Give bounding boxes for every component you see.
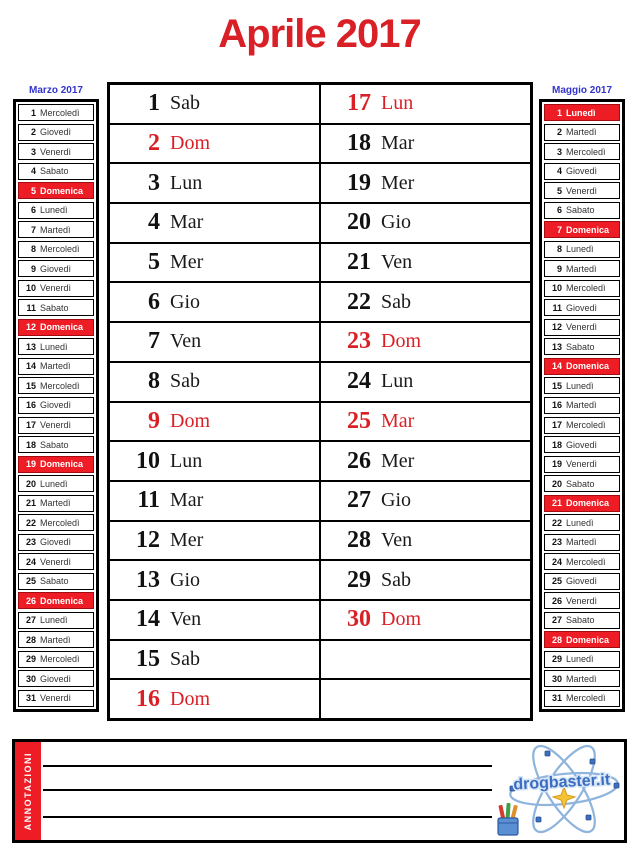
day-number: 2 [556,127,562,138]
main-day-cell [321,482,530,522]
main-day-cell [321,363,530,403]
day-name: Giovedì [566,439,598,450]
day-number: 20 [551,478,562,489]
side-day-row [18,612,94,629]
day-number: 28 [25,634,36,645]
day-name: Giovedì [566,302,598,313]
day-abbreviation: Gio [170,290,200,313]
day-abbreviation: Dom [170,409,210,432]
side-day-row [18,534,94,551]
day-number: 4 [30,166,36,177]
day-abbreviation: Gio [381,489,411,512]
day-name: Venerdì [566,322,598,333]
day-name: Venerdì [566,459,598,470]
empty-cell [321,641,530,681]
main-day-cell [110,164,319,204]
day-number: 8 [148,368,160,395]
day-name: Mercoledì [566,556,606,567]
annotation-line [43,765,502,767]
side-day-row [544,202,620,219]
day-name: Sabato [566,615,595,626]
day-number: 10 [551,283,562,294]
day-name: Venerdì [566,185,598,196]
side-day-row [18,690,94,707]
day-name: Sabato [40,439,69,450]
main-day-cell [321,164,530,204]
day-name: Mercoledì [566,146,606,157]
day-number: 16 [551,400,562,411]
side-day-row [544,690,620,707]
atom-icon [492,743,622,839]
day-name: Venerdì [566,595,598,606]
side-day-row [18,456,94,473]
day-name: Giovedì [40,537,72,548]
side-day-row [544,397,620,414]
day-name: Lunedì [40,478,68,489]
logo-text: drogbaster.it [512,771,611,794]
day-number: 14 [551,361,562,372]
day-number: 24 [25,556,36,567]
day-number: 6 [556,205,562,216]
day-abbreviation: Ven [381,251,413,274]
day-abbreviation: Lun [170,171,203,194]
day-name: Giovedì [40,673,72,684]
page-title: Aprile 2017 [218,12,421,56]
day-number: 28 [347,526,371,553]
day-number: 9 [30,263,36,274]
day-name: Venerdì [40,283,72,294]
main-day-cell [110,641,319,681]
day-number: 30 [551,673,562,684]
side-day-row [18,670,94,687]
day-number: 25 [347,407,371,434]
day-name: Giovedì [566,576,598,587]
day-name: Martedì [566,263,597,274]
side-day-row [18,338,94,355]
day-name: Lunedì [40,615,68,626]
annotation-line [43,789,502,791]
annotations-label: ANNOTAZIONI [23,751,33,831]
main-calendar [107,82,533,721]
day-number: 7 [556,224,562,235]
day-number: 5 [148,249,160,276]
day-number: 8 [556,244,562,255]
day-name: Lunedì [566,107,596,118]
side-day-row [18,495,94,512]
day-number: 9 [556,263,562,274]
day-number: 31 [551,693,562,704]
day-number: 27 [347,487,371,514]
day-number: 23 [25,537,36,548]
day-number: 10 [25,283,36,294]
side-day-row [18,397,94,414]
day-name: Sabato [40,166,69,177]
day-number: 15 [25,380,36,391]
day-number: 2 [30,127,36,138]
side-day-row [544,651,620,668]
day-number: 10 [136,447,160,474]
day-number: 22 [25,517,36,528]
day-abbreviation: Ven [381,528,413,551]
day-name: Mercoledì [566,283,606,294]
side-day-row [544,241,620,258]
day-name: Giovedì [40,400,72,411]
day-number: 28 [551,634,562,645]
side-day-row [18,143,94,160]
day-name: Sabato [566,341,595,352]
day-name: Lunedì [40,341,68,352]
day-abbreviation: Mar [381,132,415,155]
day-name: Venerdì [40,693,72,704]
day-number: 16 [25,400,36,411]
day-number: 27 [551,615,562,626]
prev-month-calendar [13,99,99,712]
site-logo[interactable] [492,743,622,839]
pencils-icon [498,803,518,835]
day-abbreviation: Sab [381,290,411,313]
day-number: 11 [137,487,160,514]
day-number: 1 [30,107,36,118]
day-number: 15 [136,645,160,672]
main-day-cell [321,522,530,562]
side-day-row [544,358,620,375]
day-number: 6 [148,288,160,315]
day-name: Venerdì [40,556,72,567]
main-day-cell [321,601,530,641]
day-name: Sabato [40,302,69,313]
day-number: 31 [25,693,36,704]
day-name: Sabato [566,205,595,216]
side-day-row [18,417,94,434]
day-number: 4 [556,166,562,177]
day-number: 1 [556,107,562,118]
side-day-row [544,299,620,316]
day-number: 6 [30,205,36,216]
side-day-row [18,260,94,277]
side-day-row [544,377,620,394]
day-number: 14 [25,361,36,372]
day-abbreviation: Mer [381,449,415,472]
day-name: Martedì [566,537,597,548]
day-number: 12 [551,322,562,333]
next-month-title: Maggio 2017 [551,85,613,96]
day-name: Domenica [40,322,84,333]
side-day-row [18,436,94,453]
day-name: Giovedì [40,127,72,138]
main-day-cell [110,680,319,718]
day-abbreviation: Dom [381,608,421,631]
day-name: Mercoledì [40,654,80,665]
side-day-row [544,573,620,590]
day-name: Lunedì [566,244,594,255]
day-number: 24 [347,368,371,395]
main-day-cell [110,403,319,443]
side-day-row [544,182,620,199]
day-name: Domenica [40,185,84,196]
day-name: Sabato [40,576,69,587]
day-abbreviation: Sab [170,370,200,393]
side-day-row [18,358,94,375]
side-day-row [18,124,94,141]
side-day-row [544,417,620,434]
main-day-cell [110,601,319,641]
day-number: 7 [148,328,160,355]
side-day-row [544,612,620,629]
day-abbreviation: Gio [381,211,411,234]
main-day-cell [321,85,530,125]
annotation-line [43,816,502,818]
side-day-row [544,143,620,160]
side-day-row [544,221,620,238]
day-name: Domenica [40,595,84,606]
side-day-row [18,631,94,648]
day-abbreviation: Dom [170,132,210,155]
day-name: Martedì [40,498,71,509]
main-day-cell [110,204,319,244]
day-name: Domenica [566,634,610,645]
day-name: Venerdì [40,146,72,157]
annotations-strip [15,742,41,840]
day-number: 1 [148,90,160,117]
side-day-row [18,651,94,668]
day-number: 9 [148,407,160,434]
side-day-row [544,436,620,453]
main-day-cell [321,204,530,244]
day-number: 11 [26,302,36,313]
day-number: 11 [552,302,562,313]
side-day-row [18,182,94,199]
day-number: 27 [25,615,36,626]
day-number: 17 [347,90,371,117]
day-name: Lunedì [40,205,68,216]
side-day-row [544,104,620,121]
day-number: 21 [25,498,36,509]
day-name: Martedì [40,361,71,372]
day-name: Lunedì [566,380,594,391]
day-number: 5 [30,185,36,196]
day-number: 18 [551,439,562,450]
main-day-cell [321,561,530,601]
main-day-cell [110,363,319,403]
day-name: Mercoledì [40,517,80,528]
side-day-row [544,592,620,609]
day-number: 30 [347,606,371,633]
main-day-cell [110,561,319,601]
day-name: Venerdì [40,420,72,430]
main-day-cell [110,522,319,562]
main-day-cell [321,323,530,363]
day-number: 29 [347,566,371,593]
side-day-row [18,241,94,258]
day-number: 2 [148,130,160,157]
day-number: 5 [556,185,562,196]
day-number: 16 [136,685,160,712]
day-number: 12 [25,322,36,333]
day-number: 12 [136,526,160,553]
side-day-row [544,514,620,531]
day-number: 7 [30,224,36,235]
day-number: 23 [347,328,371,355]
day-name: Mercoledì [40,107,80,118]
day-number: 14 [136,606,160,633]
side-day-row [544,338,620,355]
day-number: 4 [148,209,160,236]
day-abbreviation: Gio [170,568,200,591]
day-number: 26 [347,447,371,474]
main-day-cell [321,125,530,165]
day-number: 3 [556,146,562,157]
day-abbreviation: Lun [381,92,414,115]
side-day-row [544,163,620,180]
day-number: 3 [30,146,36,157]
annotations-box [12,739,627,843]
side-day-row [544,260,620,277]
side-day-row [544,280,620,297]
side-day-row [544,534,620,551]
main-day-cell [321,403,530,443]
day-number: 30 [25,673,36,684]
day-number: 19 [347,169,371,196]
side-day-row [544,495,620,512]
day-name: Martedì [40,224,71,235]
day-number: 21 [551,498,562,509]
main-day-cell [321,283,530,323]
next-month-calendar [539,99,625,712]
day-number: 17 [551,420,562,430]
day-number: 18 [347,130,371,157]
day-number: 19 [551,459,562,470]
side-day-row [544,553,620,570]
side-day-row [544,475,620,492]
day-name: Domenica [566,498,610,509]
day-abbreviation: Sab [381,568,411,591]
day-number: 17 [25,420,36,430]
day-abbreviation: Mer [170,528,204,551]
day-abbreviation: Lun [381,370,414,393]
day-name: Lunedì [566,517,594,528]
side-day-row [18,377,94,394]
day-number: 15 [551,380,562,391]
day-name: Mercoledì [40,244,80,255]
side-day-row [18,475,94,492]
empty-cell [321,680,530,718]
main-day-cell [110,442,319,482]
day-abbreviation: Mar [170,211,204,234]
day-name: Giovedì [40,263,72,274]
day-number: 19 [25,459,36,470]
day-name: Giovedì [566,166,598,177]
day-number: 18 [25,439,36,450]
day-name: Mercoledì [566,693,606,704]
main-day-cell [110,323,319,363]
main-day-cell [110,85,319,125]
day-abbreviation: Dom [170,687,210,710]
day-number: 13 [551,341,562,352]
day-number: 22 [551,517,562,528]
day-number: 20 [347,209,371,236]
day-number: 24 [551,556,562,567]
day-name: Domenica [566,224,610,235]
side-day-row [544,124,620,141]
day-abbreviation: Mar [381,409,415,432]
day-number: 3 [148,169,160,196]
side-day-row [544,670,620,687]
day-name: Martedì [566,673,597,684]
day-number: 20 [25,478,36,489]
side-day-row [18,573,94,590]
day-number: 13 [136,566,160,593]
side-day-row [544,631,620,648]
day-number: 22 [347,288,371,315]
main-day-cell [110,125,319,165]
day-name: Martedì [566,127,597,138]
day-number: 29 [25,654,36,665]
side-day-row [18,104,94,121]
side-day-row [18,514,94,531]
side-day-row [18,163,94,180]
side-day-row [18,280,94,297]
day-number: 26 [551,595,562,606]
day-abbreviation: Mer [381,171,415,194]
day-abbreviation: Mar [170,489,204,512]
day-number: 23 [551,537,562,548]
day-name: Lunedì [566,654,594,665]
main-day-cell [110,482,319,522]
day-number: 13 [25,341,36,352]
prev-month-title: Marzo 2017 [29,85,83,96]
day-abbreviation: Lun [170,449,203,472]
day-number: 25 [25,576,36,587]
day-number: 8 [30,244,36,255]
day-number: 29 [551,654,562,665]
main-day-cell [110,283,319,323]
day-name: Mercoledì [40,380,80,391]
day-name: Martedì [40,634,71,645]
side-day-row [544,319,620,336]
day-abbreviation: Ven [170,330,202,353]
main-day-cell [321,244,530,284]
day-abbreviation: Sab [170,647,200,670]
side-day-row [544,456,620,473]
side-day-row [18,319,94,336]
side-day-row [18,202,94,219]
day-abbreviation: Ven [170,608,202,631]
day-name: Domenica [40,459,84,470]
day-name: Mercoledì [566,420,606,430]
day-number: 26 [25,595,36,606]
day-abbreviation: Dom [381,330,421,353]
day-abbreviation: Mer [170,251,204,274]
day-name: Martedì [566,400,597,411]
day-number: 25 [551,576,562,587]
side-day-row [18,221,94,238]
side-day-row [18,299,94,316]
main-day-cell [110,244,319,284]
main-calendar-column-2 [319,85,530,718]
day-name: Domenica [566,361,610,372]
side-day-row [18,592,94,609]
day-name: Sabato [566,478,595,489]
side-day-row [18,553,94,570]
main-day-cell [321,442,530,482]
main-calendar-column-1 [110,85,319,718]
day-number: 21 [347,249,371,276]
day-abbreviation: Sab [170,92,200,115]
